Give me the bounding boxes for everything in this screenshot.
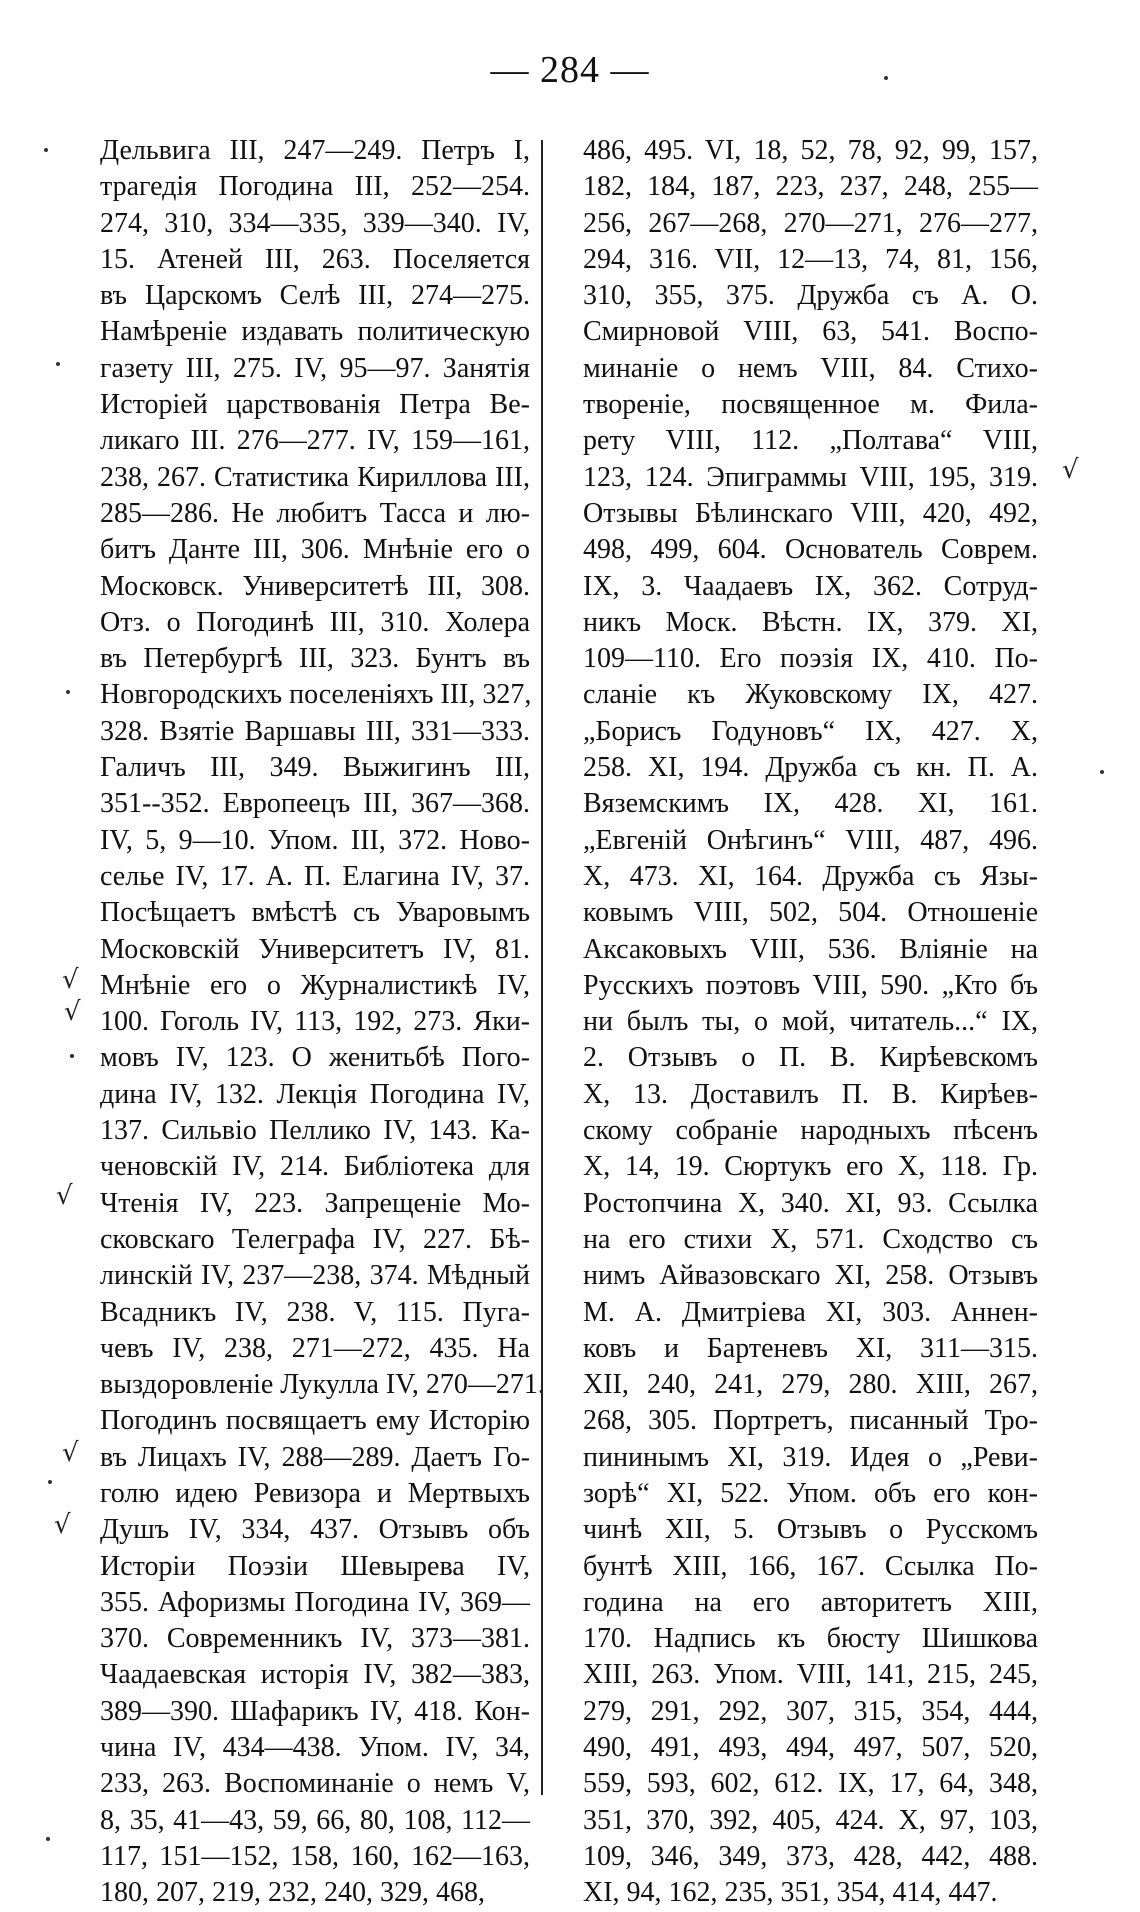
- index-line: Аксаковыхъ VIII, 536. Вліяніе на: [583, 933, 1038, 965]
- index-line: Новгородскихъ поселеніяхъ III, 327,: [100, 679, 532, 711]
- index-line: линскій IV, 237—238, 374. Мѣдный: [100, 1260, 530, 1292]
- index-line: 109—110. Его поэзія IX, 410. По-: [583, 643, 1038, 675]
- column-divider: [541, 140, 543, 1795]
- index-line: Мнѣніе его о Журналистикѣ IV,: [100, 969, 530, 1001]
- margin-dot: [44, 148, 48, 152]
- index-line: IV, 5, 9—10. Упом. III, 372. Ново-: [100, 824, 530, 856]
- index-line: выздоровленіе Лукулла IV, 270—271.: [100, 1369, 545, 1401]
- margin-dot: [48, 1480, 52, 1484]
- index-line: мовъ IV, 123. О женитьбѣ Пого-: [100, 1042, 530, 1074]
- right-column: [583, 133, 1038, 1912]
- index-line: 258. XI, 194. Дружба съ кн. П. А.: [583, 752, 1038, 784]
- index-line: Московскій Университетъ IV, 81.: [100, 933, 530, 965]
- index-line: 238, 267. Статистика Кириллова III,: [100, 461, 530, 493]
- index-line: газету III, 275. IV, 95—97. Занятія: [100, 352, 530, 384]
- index-line: XIII, 263. Упом. VIII, 141, 215, 245,: [583, 1659, 1038, 1691]
- margin-dot: [46, 1837, 50, 1841]
- index-line: минаніе о немъ VIII, 84. Стихо-: [583, 352, 1038, 384]
- margin-check-mark: √: [62, 1438, 79, 1468]
- index-line: твореніе, посвященное м. Фила-: [583, 389, 1038, 421]
- index-line: Галичъ III, 349. Выжигинъ III,: [100, 752, 530, 784]
- index-line: сланіе къ Жуковскому IX, 427.: [583, 679, 1038, 711]
- margin-dot: [70, 1054, 74, 1058]
- index-line: 310, 355, 375. Дружба съ А. О.: [583, 280, 1038, 312]
- index-line: „Евгеній Онѣгинъ“ VIII, 487, 496.: [583, 824, 1038, 856]
- index-line: 279, 291, 292, 307, 315, 354, 444,: [583, 1695, 1038, 1727]
- index-line: Всадникъ IV, 238. V, 115. Пуга-: [100, 1296, 530, 1328]
- index-line: 486, 495. VI, 18, 52, 78, 92, 99, 157,: [583, 135, 1038, 166]
- index-line: 498, 499, 604. Основатель Соврем.: [583, 534, 1038, 566]
- index-line: зорѣ“ XI, 522. Упом. объ его кон-: [583, 1477, 1038, 1509]
- index-line: 351--352. Европеецъ III, 367—368.: [100, 788, 530, 820]
- index-line: 170. Надпись къ бюсту Шишкова: [583, 1623, 1038, 1655]
- index-line: 123, 124. Эпиграммы VIII, 195, 319.: [583, 461, 1038, 493]
- index-line: 137. Сильвіо Пеллико IV, 143. Ка-: [100, 1115, 530, 1147]
- index-line: ни былъ ты, о мой, читатель...“ IX,: [583, 1006, 1038, 1038]
- index-line: 328. Взятіе Варшавы III, 331—333.: [100, 715, 530, 747]
- index-line: 109, 346, 349, 373, 428, 442, 488.: [583, 1840, 1038, 1872]
- index-line: трагедія Погодина III, 252—254.: [100, 171, 530, 203]
- index-line: Смирновой VIII, 63, 541. Воспо-: [583, 316, 1038, 348]
- index-line: 180, 207, 219, 232, 240, 329, 468,: [100, 1877, 485, 1909]
- index-line: пининымъ XI, 319. Идея о „Реви-: [583, 1441, 1038, 1473]
- index-line: година на его авторитетъ XIII,: [583, 1586, 1038, 1618]
- index-line: голю идею Ревизора и Мертвыхъ: [100, 1477, 530, 1509]
- index-line: 256, 267—268, 270—271, 276—277,: [583, 207, 1038, 239]
- index-line: 268, 305. Портретъ, писанный Тро-: [583, 1405, 1038, 1437]
- margin-check-mark: √: [54, 1510, 71, 1540]
- index-line: 182, 184, 187, 223, 237, 248, 255—: [583, 171, 1038, 203]
- index-line: Чтенія IV, 223. Запрещеніе Мо-: [100, 1187, 530, 1219]
- margin-check-mark: √: [64, 997, 81, 1027]
- margin-check-mark: √: [56, 1181, 73, 1211]
- index-line: 100. Гоголь IV, 113, 192, 273. Яки-: [100, 1006, 530, 1038]
- index-line: 351, 370, 392, 405, 424. X, 97, 103,: [583, 1804, 1038, 1836]
- index-line: 274, 310, 334—335, 339—340. IV,: [100, 207, 530, 239]
- index-line: IX, 3. Чаадаевъ IX, 362. Сотруд-: [583, 570, 1038, 602]
- index-line: Отзывы Бѣлинскаго VIII, 420, 492,: [583, 497, 1038, 529]
- index-line: 294, 316. VII, 12—13, 74, 81, 156,: [583, 243, 1038, 275]
- index-line: рету VIII, 112. „Полтава“ VIII,: [583, 425, 1038, 457]
- index-line: чевъ IV, 238, 271—272, 435. На: [100, 1332, 530, 1364]
- index-line: X, 13. Доставилъ П. В. Кирѣев-: [583, 1078, 1038, 1110]
- index-line: 370. Современникъ IV, 373—381.: [100, 1623, 530, 1655]
- index-line: битъ Данте III, 306. Мнѣніе его о: [100, 534, 530, 566]
- index-line: 389—390. Шафарикъ IV, 418. Кон-: [100, 1695, 530, 1727]
- index-line: Вяземскимъ IX, 428. XI, 161.: [583, 788, 1038, 820]
- index-line: Намѣреніе издавать политическую: [100, 316, 530, 348]
- index-line: X, 473. XI, 164. Дружба съ Язы-: [583, 860, 1038, 892]
- index-line: 117, 151—152, 158, 160, 162—163,: [100, 1840, 530, 1872]
- index-line: XII, 240, 241, 279, 280. XIII, 267,: [583, 1369, 1038, 1401]
- index-line: М. А. Дмитріева XI, 303. Аннен-: [583, 1296, 1038, 1328]
- index-line: въ Лицахъ IV, 288—289. Даетъ Го-: [100, 1441, 530, 1473]
- index-line: дина IV, 132. Лекція Погодина IV,: [100, 1078, 530, 1110]
- index-line: ковъ и Бартеневъ XI, 311—315.: [583, 1332, 1038, 1364]
- index-line: Исторіей царствованія Петра Ве-: [100, 389, 530, 421]
- index-line: 490, 491, 493, 494, 497, 507, 520,: [583, 1732, 1038, 1764]
- left-column: [100, 133, 545, 1912]
- margin-dot: [884, 76, 888, 80]
- index-line: 15. Атеней III, 263. Поселяется: [100, 243, 530, 275]
- index-line: бунтѣ XIII, 166, 167. Ссылка По-: [583, 1550, 1038, 1582]
- index-line: на его стихи X, 571. Сходство съ: [583, 1223, 1038, 1255]
- index-line: Московск. Университетѣ III, 308.: [100, 570, 530, 602]
- index-line: Чаадаевская исторія IV, 382—383,: [100, 1659, 530, 1691]
- index-line: ликаго III. 276—277. IV, 159—161,: [100, 425, 530, 457]
- index-line: селье IV, 17. А. П. Елагина IV, 37.: [100, 860, 530, 892]
- index-line: Посѣщаетъ вмѣстѣ съ Уваровымъ: [100, 897, 530, 929]
- index-line: чинѣ XII, 5. Отзывъ о Русскомъ: [583, 1514, 1038, 1546]
- index-line: X, 14, 19. Сюртукъ его X, 118. Гр.: [583, 1151, 1038, 1183]
- index-line: 8, 35, 41—43, 59, 66, 80, 108, 112—: [100, 1804, 530, 1836]
- margin-check-mark: √: [62, 965, 79, 995]
- index-line: нимъ Айвазовскаго XI, 258. Отзывъ: [583, 1260, 1038, 1292]
- index-line: Отз. о Погодинѣ III, 310. Холера: [100, 606, 530, 638]
- index-line: Русскихъ поэтовъ VIII, 590. „Кто бъ: [583, 969, 1038, 1001]
- index-line: 559, 593, 602, 612. IX, 17, 64, 348,: [583, 1768, 1038, 1800]
- margin-dot: [56, 362, 60, 366]
- margin-check-mark: √: [1062, 455, 1079, 485]
- index-line: ченовскій IV, 214. Библіотека для: [100, 1151, 530, 1183]
- index-line: никъ Моск. Вѣстн. IX, 379. XI,: [583, 606, 1038, 638]
- index-line: въ Петербургѣ III, 323. Бунтъ въ: [100, 643, 530, 675]
- index-line: 355. Афоризмы Погодина IV, 369—: [100, 1586, 530, 1618]
- index-line: „Борисъ Годуновъ“ IX, 427. X,: [583, 715, 1038, 747]
- index-line: чина IV, 434—438. Упом. IV, 34,: [100, 1732, 530, 1764]
- index-line: Дельвига III, 247—249. Петръ I,: [100, 135, 530, 166]
- index-line: Исторіи Поэзіи Шевырева IV,: [100, 1550, 530, 1582]
- index-line: 2. Отзывъ о П. В. Кирѣевскомъ: [583, 1042, 1038, 1074]
- index-line: въ Царскомъ Селѣ III, 274—275.: [100, 280, 530, 312]
- index-line: Погодинъ посвящаетъ ему Исторію: [100, 1405, 530, 1437]
- page-number: — 284 —: [490, 49, 650, 91]
- index-line: ковымъ VIII, 502, 504. Отношеніе: [583, 897, 1038, 929]
- index-line: скому собраніе народныхъ пѣсенъ: [583, 1115, 1038, 1147]
- index-line: 233, 263. Воспоминаніе о немъ V,: [100, 1768, 530, 1800]
- margin-dot: [66, 690, 70, 694]
- margin-dot: [1100, 770, 1104, 774]
- index-line: сковскаго Телеграфа IV, 227. Бѣ-: [100, 1223, 530, 1255]
- index-line: 285—286. Не любитъ Тасса и лю-: [100, 497, 530, 529]
- index-line: Душъ IV, 334, 437. Отзывъ объ: [100, 1514, 530, 1546]
- index-line: Ростопчина X, 340. XI, 93. Ссылка: [583, 1187, 1038, 1219]
- index-line: XI, 94, 162, 235, 351, 354, 414, 447.: [583, 1877, 998, 1909]
